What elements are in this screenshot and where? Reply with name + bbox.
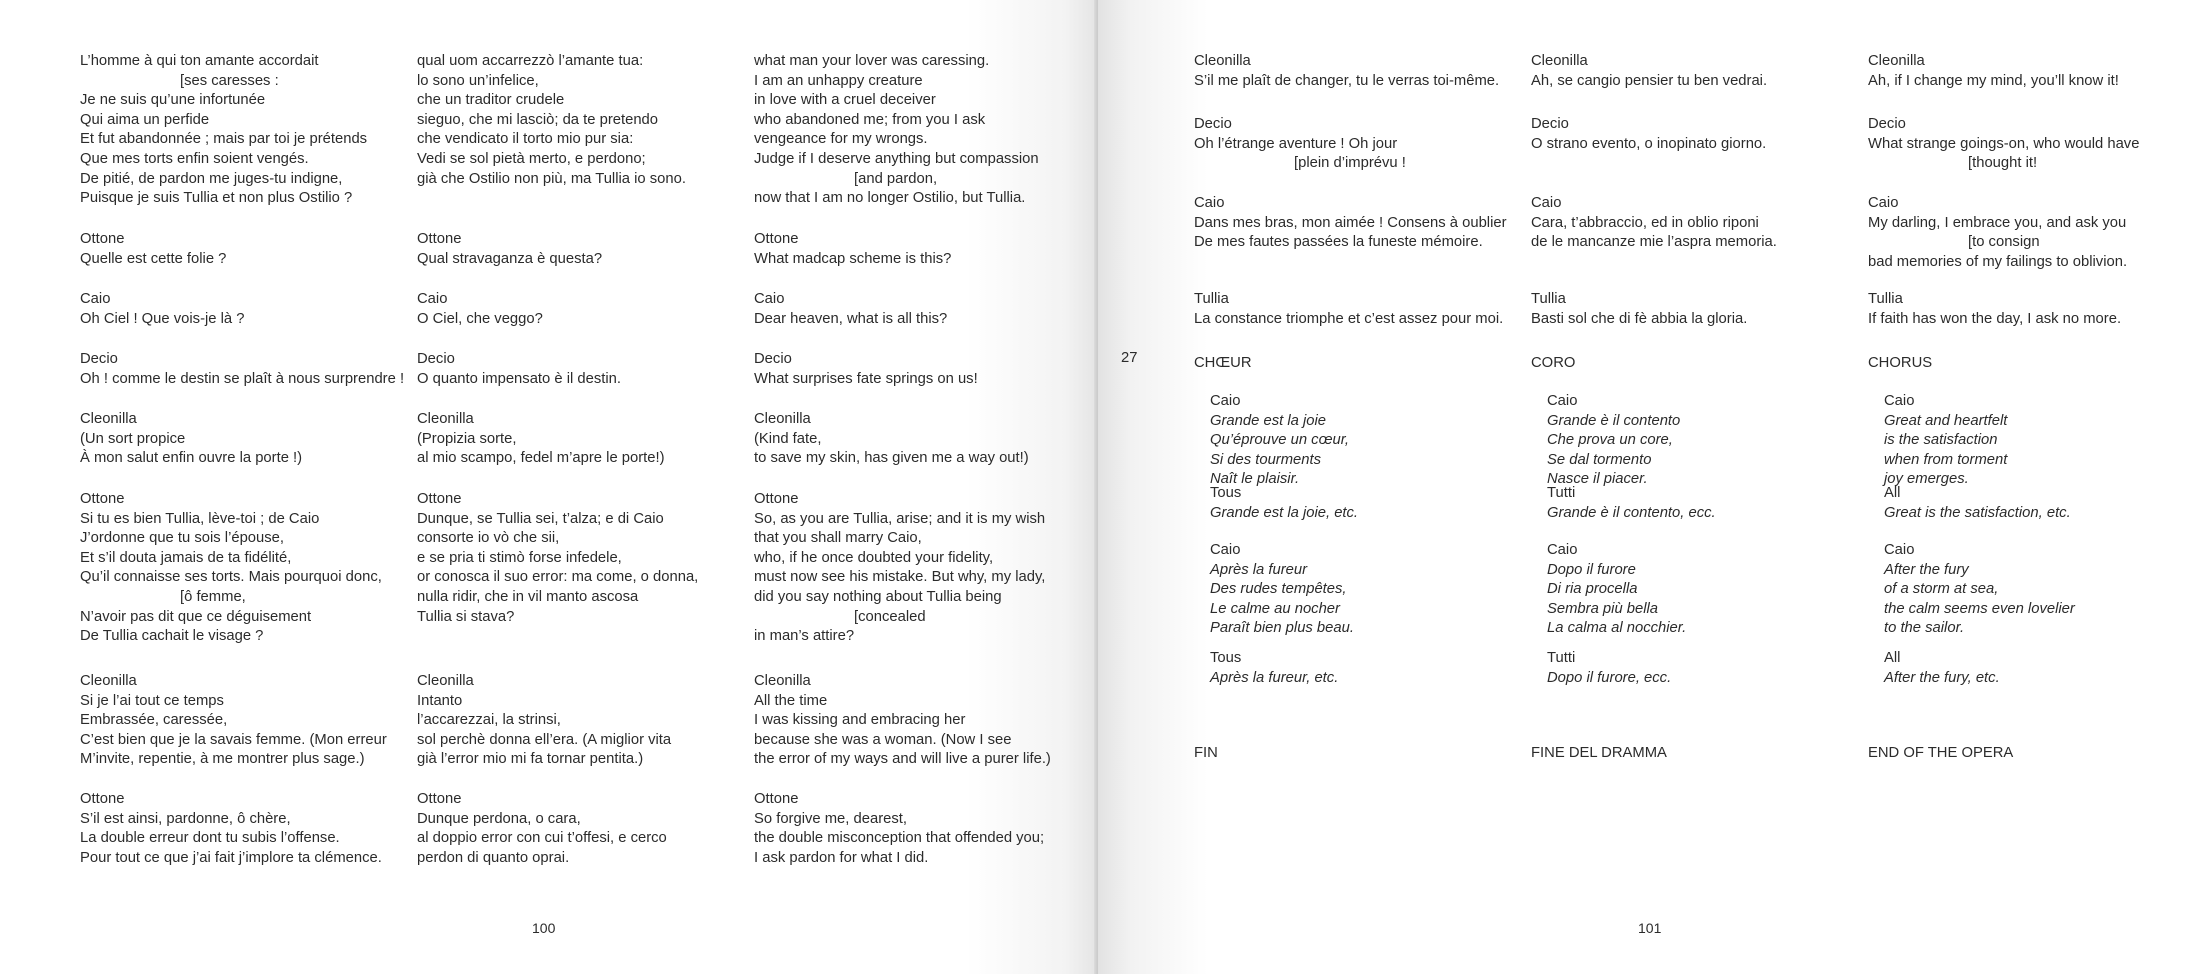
verse-line: Dans mes bras, mon aimée ! Consens à oublier: [1194, 214, 1507, 231]
dialogue-block: [754, 490, 1094, 647]
verse-line: de le mancanze mie l’aspra memoria.: [1531, 234, 1777, 251]
verse-line: Après la fureur, etc.: [1210, 669, 1339, 686]
speaker-name: Ottone: [80, 791, 125, 807]
dialogue-block: [754, 410, 1094, 469]
speaker-name: Decio: [417, 351, 455, 367]
dialogue-block: [1210, 541, 1530, 639]
verse-line: Vedi se sol pietà merto, e perdono;: [417, 150, 646, 167]
verse-line: [and pardon,: [854, 170, 938, 187]
verse-line: che vendicato il torto mio pur sia:: [417, 131, 634, 148]
verse-line: Paraît bien plus beau.: [1210, 620, 1354, 637]
speaker-name: Caio: [754, 291, 785, 307]
speaker-name: Cleonilla: [417, 411, 474, 427]
dialogue-block: [1547, 649, 1867, 688]
speaker-name: Caio: [417, 291, 448, 307]
verse-line: sieguo, che mi lasciò; da te pretendo: [417, 111, 659, 128]
dialogue-block: [80, 52, 420, 209]
verse-line: De pitié, de pardon me juges-tu indigne,: [80, 170, 343, 187]
verse-line: because she was a woman. (Now I see: [754, 731, 1012, 748]
dialogue-block: [80, 350, 420, 389]
speaker-name: Caio: [1210, 542, 1241, 558]
dialogue-block: [754, 230, 1094, 269]
verse-line: Dunque perdona, o cara,: [417, 810, 581, 827]
verse-line: did you say nothing about Tullia being: [754, 588, 1002, 605]
verse-line: vengeance for my wrongs.: [754, 131, 928, 148]
verse-line: when from torment: [1884, 451, 2008, 468]
verse-line: the calm seems even lovelier: [1884, 600, 2075, 617]
verse-line: Si tu es bien Tullia, lève-toi ; de Caio: [80, 510, 320, 527]
verse-line: La calma al nocchier.: [1547, 620, 1687, 637]
verse-line: À mon salut enfin ouvre la porte !): [80, 450, 303, 467]
verse-line: qual uom accarrezzò l’amante tua:: [417, 53, 644, 69]
verse-line: già l’error mio mi fa tornar pentita.): [417, 751, 644, 768]
verse-line: Di ria procella: [1547, 581, 1638, 598]
verse-line: Je ne suis qu’une infortunée: [80, 92, 266, 109]
verse-line: Cara, t’abbraccio, ed in oblio riponi: [1531, 214, 1759, 231]
speaker-name: Cleonilla: [754, 673, 811, 689]
verse-line: (Propizia sorte,: [417, 430, 517, 447]
verse-line: After the fury: [1884, 561, 1969, 578]
verse-line: of a storm at sea,: [1884, 581, 1999, 598]
verse-line: che un traditor crudele: [417, 92, 565, 109]
speaker-name: Caio: [1884, 542, 1915, 558]
verse-line: S’il me plaît de changer, tu le verras toi-même.: [1194, 72, 1500, 89]
verse-line: e se pria ti stimò forse infedele,: [417, 549, 622, 566]
speaker-name: Decio: [1531, 116, 1569, 132]
dialogue-block: [417, 230, 757, 269]
dialogue-block: [1868, 52, 2194, 91]
verse-line: O quanto impensato è il destin.: [417, 370, 621, 387]
speaker-name: Cleonilla: [1194, 53, 1251, 69]
verse-line: Grande est la joie, etc.: [1210, 504, 1359, 521]
verse-line: Grande est la joie: [1210, 412, 1326, 429]
dialogue-block: [1194, 194, 1534, 253]
verse-line: Embrassée, caressée,: [80, 712, 228, 729]
dialogue-block: [80, 410, 420, 469]
speaker-name: Ottone: [80, 491, 125, 507]
speaker-name: Ottone: [417, 491, 462, 507]
verse-line: in love with a cruel deceiver: [754, 92, 936, 109]
verse-line: What strange goings-on, who would have: [1868, 135, 2140, 152]
dialogue-block: [1194, 52, 1534, 91]
verse-line: I am an unhappy creature: [754, 72, 923, 89]
verse-line: (Kind fate,: [754, 430, 822, 447]
end-marker: END OF THE OPERA: [1868, 745, 2014, 761]
verse-line: After the fury, etc.: [1884, 669, 2000, 686]
verse-line: Dunque, se Tullia sei, t’alza; e di Caio: [417, 510, 664, 527]
verse-line: perdon di quanto oprai.: [417, 849, 570, 866]
verse-line: [ses caresses :: [180, 72, 279, 89]
speaker-name: Ottone: [754, 231, 799, 247]
verse-line: Grande è il contento: [1547, 412, 1681, 429]
dialogue-block: [417, 290, 757, 329]
verse-line: I was kissing and embracing her: [754, 712, 966, 729]
dialogue-block: [1531, 194, 1871, 253]
verse-line: [ô femme,: [180, 588, 246, 605]
verse-line: L’homme à qui ton amante accordait: [80, 53, 319, 69]
dialogue-block: [1884, 484, 2194, 523]
page-number: 100: [532, 920, 556, 936]
speaker-name: Tutti: [1547, 650, 1576, 666]
dialogue-block: [1210, 392, 1530, 490]
speaker-name: Decio: [1868, 116, 1906, 132]
verse-line: [thought it!: [1968, 155, 2038, 172]
speaker-name: Ottone: [417, 231, 462, 247]
dialogue-block: [1531, 290, 1871, 329]
verse-line: Basti sol che di fè abbia la gloria.: [1531, 310, 1748, 327]
speaker-name: Ottone: [417, 791, 462, 807]
verse-line: Pour tout ce que j’ai fait j’implore ta clémence.: [80, 849, 382, 866]
speaker-name: Caio: [1547, 393, 1578, 409]
verse-line: O Ciel, che veggo?: [417, 310, 543, 327]
verse-line: Si des tourments: [1210, 451, 1322, 468]
chorus-heading: CORO: [1531, 355, 1576, 371]
verse-line: in man’s attire?: [754, 628, 855, 645]
dialogue-block: [1531, 52, 1871, 91]
verse-line: La double erreur dont tu subis l’offense.: [80, 830, 340, 847]
verse-line: Dopo il furore: [1547, 561, 1636, 578]
verse-line: Après la fureur: [1210, 561, 1308, 578]
verse-line: [to consign: [1968, 234, 2040, 251]
verse-line: J’ordonne que tu sois l’épouse,: [80, 530, 285, 547]
verse-line: Ah, se cangio pensier tu ben vedrai.: [1531, 72, 1768, 89]
verse-line: Oh ! comme le destin se plaît à nous surprendre !: [80, 370, 405, 387]
speaker-name: Ottone: [754, 491, 799, 507]
verse-line: What surprises fate springs on us!: [754, 370, 978, 387]
speaker-name: Cleonilla: [754, 411, 811, 427]
verse-line: bad memories of my failings to oblivion.: [1868, 253, 2128, 270]
verse-line: who abandoned me; from you I ask: [754, 111, 986, 128]
dialogue-block: [1547, 392, 1867, 490]
speaker-name: Tullia: [1868, 291, 1903, 307]
dialogue-block: [1194, 290, 1534, 329]
dialogue-block: [1884, 649, 2194, 688]
speaker-name: Ottone: [754, 791, 799, 807]
verse-line: If faith has won the day, I ask no more.: [1868, 310, 2122, 327]
speaker-name: Tous: [1210, 650, 1242, 666]
verse-line: So, as you are Tullia, arise; and it is my wish: [754, 510, 1046, 527]
speaker-name: Ottone: [80, 231, 125, 247]
speaker-name: Cleonilla: [1531, 53, 1588, 69]
verse-line: Et fut abandonnée ; mais par toi je prétends: [80, 131, 368, 148]
dialogue-block: [754, 350, 1094, 389]
verse-line: Que mes torts enfin soient vengés.: [80, 150, 309, 167]
dialogue-block: [1547, 541, 1867, 639]
speaker-name: Tullia: [1194, 291, 1229, 307]
verse-line: N’avoir pas dit que ce déguisement: [80, 608, 312, 625]
verse-line: to save my skin, has given me a way out!): [754, 450, 1029, 467]
verse-line: the error of my ways and will live a purer life.): [754, 751, 1051, 768]
speaker-name: Decio: [754, 351, 792, 367]
verse-line: Che prova un core,: [1547, 432, 1673, 449]
speaker-name: Caio: [1194, 195, 1225, 211]
speaker-name: Cleonilla: [80, 411, 137, 427]
verse-line: or conosca il suo error: ma come, o donna,: [417, 569, 699, 586]
verse-line: Great and heartfelt: [1884, 412, 2008, 429]
verse-line: C’est bien que je la savais femme. (Mon erreur: [80, 731, 387, 748]
speaker-name: All: [1884, 650, 1901, 666]
speaker-name: Cleonilla: [80, 673, 137, 689]
dialogue-block: [1868, 115, 2194, 174]
speaker-name: Cleonilla: [1868, 53, 1925, 69]
verse-line: Dear heaven, what is all this?: [754, 310, 948, 327]
verse-line: Quelle est cette folie ?: [80, 250, 227, 267]
verse-line: Des rudes tempêtes,: [1210, 581, 1347, 598]
verse-line: My darling, I embrace you, and ask you: [1868, 214, 2127, 231]
verse-line: La constance triomphe et c’est assez pour moi.: [1194, 310, 1504, 327]
verse-line: Oh Ciel ! Que vois-je là ?: [80, 310, 245, 327]
speaker-name: Caio: [1868, 195, 1899, 211]
verse-line: consorte io vò che sii,: [417, 530, 560, 547]
verse-line: Tullia si stava?: [417, 608, 515, 625]
verse-line: Qui aima un perfide: [80, 111, 210, 128]
speaker-name: Caio: [1210, 393, 1241, 409]
verse-line: Naît le plaisir.: [1210, 471, 1300, 488]
verse-line: Si je l’ai tout ce temps: [80, 692, 224, 709]
end-marker: FINE DEL DRAMMA: [1531, 745, 1667, 761]
verse-line: that you shall marry Caio,: [754, 530, 922, 547]
dialogue-block: [1210, 649, 1530, 688]
dialogue-block: [417, 410, 757, 469]
chorus-heading: CHŒUR: [1194, 355, 1252, 371]
verse-line: Grande è il contento, ecc.: [1547, 504, 1716, 521]
verse-line: to the sailor.: [1884, 620, 1965, 637]
dialogue-block: [754, 790, 1094, 868]
speaker-name: All: [1884, 485, 1901, 501]
right-page: [1098, 0, 2194, 974]
dialogue-block: [417, 490, 757, 627]
dialogue-block: [80, 790, 420, 868]
speaker-name: Cleonilla: [417, 673, 474, 689]
dialogue-block: [1868, 194, 2194, 272]
dialogue-block: [1210, 484, 1530, 523]
dialogue-block: [1868, 290, 2194, 329]
dialogue-block: [80, 672, 420, 770]
verse-line: Judge if I deserve anything but compassion: [754, 150, 1039, 167]
verse-line: must now see his mistake. But why, my lady,: [754, 569, 1046, 586]
verse-line: All the time: [754, 692, 828, 709]
verse-line: Qu’éprouve un cœur,: [1210, 432, 1349, 449]
verse-line: [concealed: [854, 608, 926, 625]
verse-line: Se dal tormento: [1547, 451, 1652, 468]
verse-line: lo sono un’infelice,: [417, 72, 539, 89]
verse-line: De mes fautes passées la funeste mémoire.: [1194, 234, 1483, 251]
verse-line: I ask pardon for what I did.: [754, 849, 929, 866]
chorus-heading: CHORUS: [1868, 355, 1933, 371]
verse-line: De Tullia cachait le visage ?: [80, 628, 264, 645]
dialogue-block: [1547, 484, 1867, 523]
dialogue-block: [1884, 541, 2194, 639]
speaker-name: Caio: [1547, 542, 1578, 558]
speaker-name: Tous: [1210, 485, 1242, 501]
dialogue-block: [1884, 392, 2194, 490]
speaker-name: Caio: [1531, 195, 1562, 211]
speaker-name: Caio: [1884, 393, 1915, 409]
verse-line: Le calme au nocher: [1210, 600, 1340, 617]
verse-line: l’accarezzai, la strinsi,: [417, 712, 561, 729]
dialogue-block: [417, 790, 757, 868]
dialogue-block: [1531, 115, 1871, 154]
verse-line: who, if he once doubted your fidelity,: [754, 549, 994, 566]
speaker-name: Tutti: [1547, 485, 1576, 501]
dialogue-block: [80, 230, 420, 269]
end-marker: FIN: [1194, 745, 1218, 761]
verse-line: Puisque je suis Tullia et non plus Ostilio ?: [80, 190, 353, 207]
dialogue-block: [417, 672, 757, 770]
dialogue-block: [80, 490, 420, 647]
dialogue-block: [1194, 115, 1534, 174]
verse-line: So forgive me, dearest,: [754, 810, 907, 827]
verse-line: Nasce il piacer.: [1547, 471, 1648, 488]
verse-line: già che Ostilio non più, ma Tullia io sono.: [417, 170, 686, 187]
verse-line: O strano evento, o inopinato giorno.: [1531, 135, 1767, 152]
speaker-name: Caio: [80, 291, 111, 307]
dialogue-block: [417, 350, 757, 389]
verse-line: Dopo il furore, ecc.: [1547, 669, 1672, 686]
verse-line: sol perchè donna ell’era. (A miglior vita: [417, 731, 672, 748]
dialogue-block: [80, 290, 420, 329]
dialogue-block: [417, 52, 757, 189]
verse-line: M’invite, repentie, à me montrer plus sage.): [80, 751, 365, 768]
speaker-name: Decio: [80, 351, 118, 367]
verse-line: al doppio error con cui t’offesi, e cerco: [417, 830, 667, 847]
speaker-name: Tullia: [1531, 291, 1566, 307]
verse-line: al mio scampo, fedel m’apre le porte!): [417, 450, 665, 467]
dialogue-block: [754, 672, 1094, 770]
verse-line: S’il est ainsi, pardonne, ô chère,: [80, 810, 291, 827]
dialogue-block: [754, 52, 1094, 209]
verse-line: now that I am no longer Ostilio, but Tullia.: [754, 190, 1026, 207]
number-marker: 27: [1121, 350, 1138, 366]
verse-line: joy emerges.: [1884, 471, 1969, 488]
verse-line: Qual stravaganza è questa?: [417, 250, 603, 267]
verse-line: Et s’il douta jamais de ta fidélité,: [80, 549, 292, 566]
verse-line: [plein d’imprévu !: [1294, 155, 1406, 172]
verse-line: (Un sort propice: [80, 430, 186, 447]
verse-line: Great is the satisfaction, etc.: [1884, 504, 2071, 521]
verse-line: the double misconception that offended you;: [754, 830, 1045, 847]
verse-line: Oh l’étrange aventure ! Oh jour: [1194, 135, 1398, 152]
speaker-name: Decio: [1194, 116, 1232, 132]
verse-line: what man your lover was caressing.: [754, 53, 990, 69]
verse-line: Ah, if I change my mind, you’ll know it!: [1868, 72, 2119, 89]
verse-line: nulla ridir, che in vil manto ascosa: [417, 588, 639, 605]
dialogue-block: [754, 290, 1094, 329]
verse-line: Intanto: [417, 692, 463, 709]
verse-line: Sembra più bella: [1547, 600, 1659, 617]
verse-line: is the satisfaction: [1884, 432, 1998, 449]
page-number: 101: [1638, 920, 1662, 936]
verse-line: Qu’il connaisse ses torts. Mais pourquoi donc,: [80, 569, 382, 586]
verse-line: What madcap scheme is this?: [754, 250, 952, 267]
